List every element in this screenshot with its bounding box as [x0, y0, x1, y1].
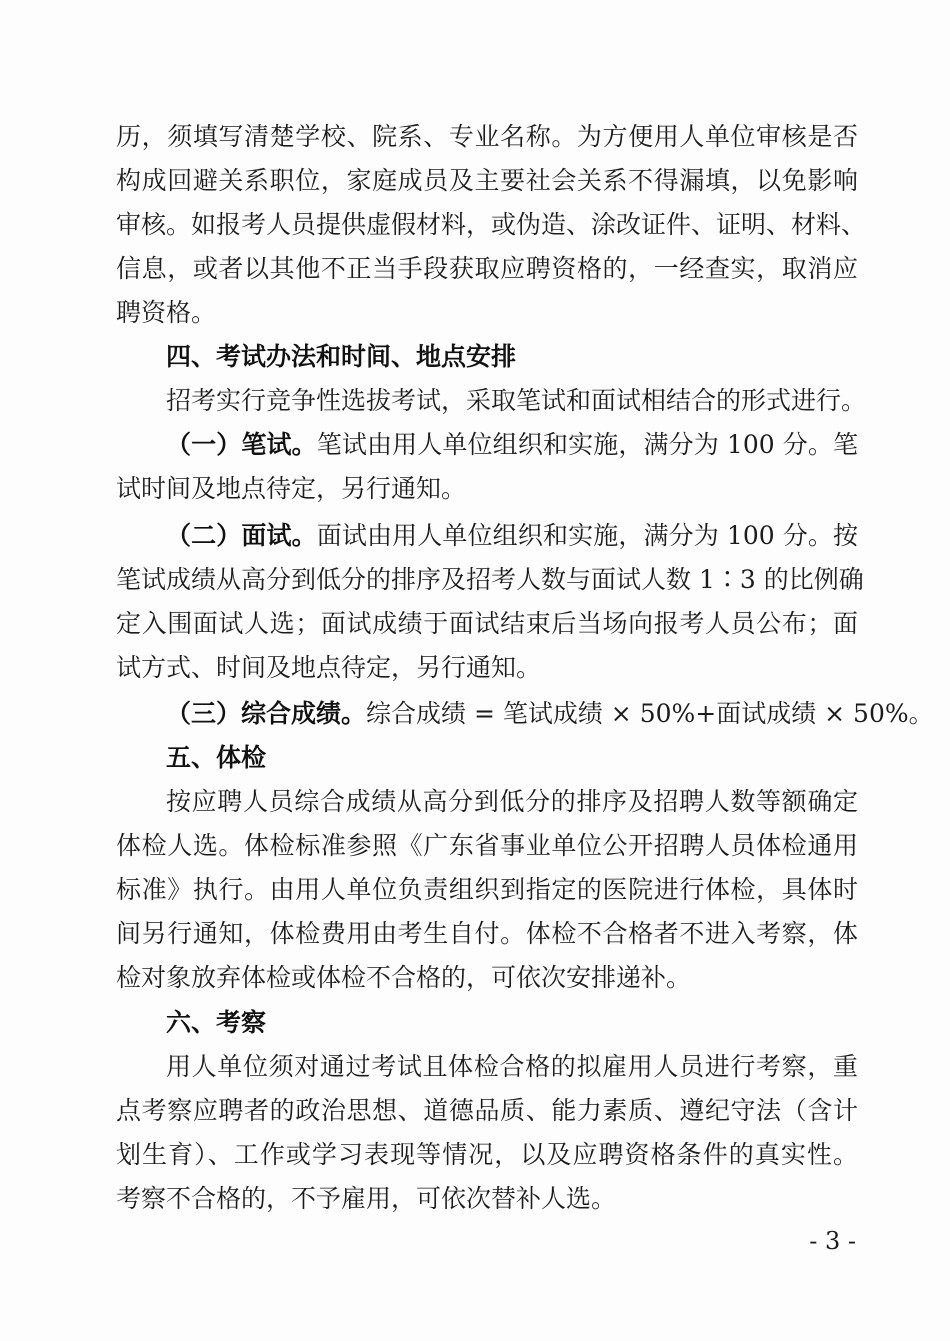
paragraph-line: 招考实行竞争性选拔考试，采取笔试和面试相结合的形式进行。	[166, 386, 867, 415]
paragraph-line: 定入围面试人选；面试成绩于面试结束后当场向报考人员公布；面	[116, 609, 858, 638]
page-number: - 3 -	[809, 1227, 856, 1255]
paragraph-line: 用人单位须对通过考试且体检合格的拟雇用人员进行考察，重	[166, 1052, 858, 1081]
paragraph-line: 按应聘人员综合成绩从高分到低分的排序及招聘人数等额确定	[166, 787, 858, 816]
subsection-label: （一）笔试。	[166, 430, 317, 459]
subsection-text: 综合成绩 = 笔试成绩 × 50%+面试成绩 × 50%。	[366, 699, 934, 728]
paragraph-line: 检对象放弃体检或体检不合格的，可依次安排递补。	[116, 963, 692, 992]
paragraph-line: 审核。如报考人员提供虚假材料，或伪造、涂改证件、证明、材料、	[116, 210, 867, 239]
paragraph-line: 试时间及地点待定，另行通知。	[116, 474, 467, 503]
paragraph-line: 信息，或者以其他不正当手段获取应聘资格的，一经查实，取消应	[116, 254, 858, 283]
subsection-overall-score	[166, 697, 934, 731]
paragraph-line: 间另行通知，体检费用由考生自付。体检不合格者不进入考察，体	[116, 919, 858, 948]
subsection-interview	[166, 519, 858, 553]
paragraph-line: 考察不合格的，不予雇用，可依次替补人选。	[116, 1184, 617, 1213]
paragraph-line: 笔试成绩从高分到低分的排序及招考人数与面试人数 1∶3 的比例确	[116, 565, 864, 594]
paragraph-line: 历，须填写清楚学校、院系、专业名称。为方便用人单位审核是否	[116, 122, 858, 151]
paragraph-line: 试方式、时间及地点待定，另行通知。	[116, 653, 542, 682]
section-heading-6: 六、考察	[166, 1008, 267, 1037]
section-heading-4: 四、考试办法和时间、地点安排	[166, 342, 517, 371]
paragraph-line: 点考察应聘者的政治思想、道德品质、能力素质、遵纪守法（含计	[116, 1096, 858, 1125]
paragraph-line: 聘资格。	[116, 298, 217, 327]
subsection-label: （三）综合成绩。	[166, 699, 367, 728]
paragraph-line: 划生育）、工作或学习表现等情况，以及应聘资格条件的真实性。	[116, 1140, 858, 1169]
subsection-text: 面试由用人单位组织和实施，满分为 100 分。按	[316, 521, 858, 550]
paragraph-line: 体检人选。体检标准参照《广东省事业单位公开招聘人员体检通用	[116, 831, 858, 860]
subsection-label: （二）面试。	[166, 521, 317, 550]
paragraph-line: 标准》执行。由用人单位负责组织到指定的医院进行体检，具体时	[116, 875, 858, 904]
subsection-text: 笔试由用人单位组织和实施，满分为 100 分。笔	[316, 430, 858, 459]
section-heading-5: 五、体检	[166, 743, 267, 772]
paragraph-line: 构成回避关系职位，家庭成员及主要社会关系不得漏填，以免影响	[116, 166, 858, 195]
subsection-written-exam	[166, 428, 858, 462]
